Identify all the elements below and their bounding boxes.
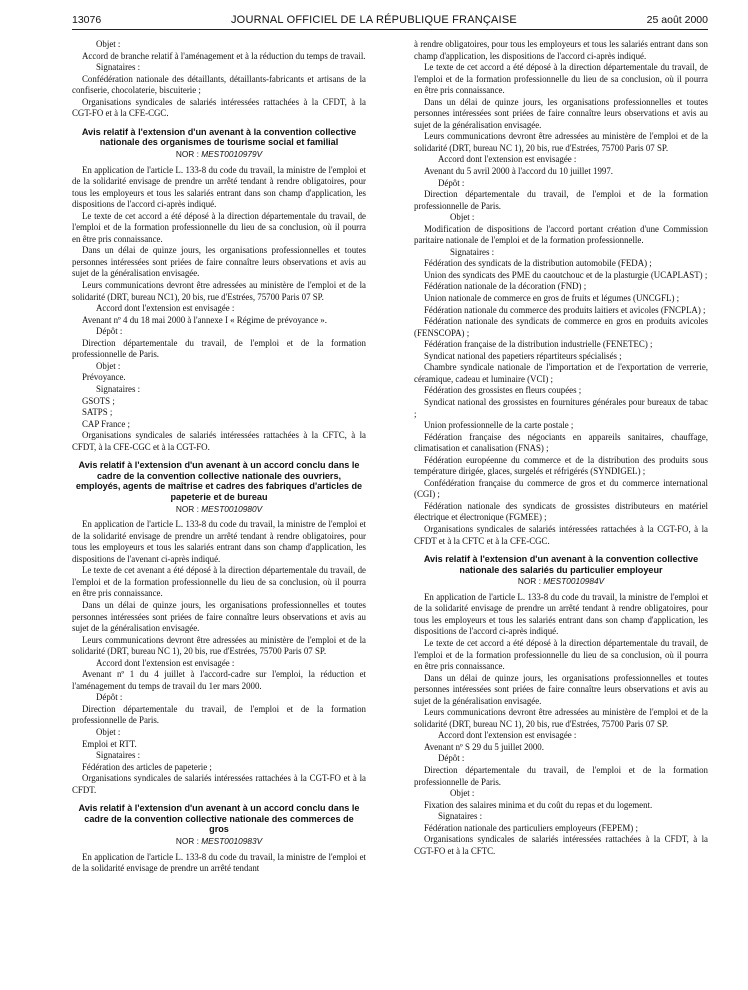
label-depot: Dépôt : xyxy=(438,753,465,764)
list-item: Syndicat national des papetiers répartiteurs spécialisés ; xyxy=(424,350,622,361)
paragraph: Modification de dispositions de l'accord portant création d'une Commission paritaire nationale de l'emploi et de la formation professionnelle. xyxy=(414,223,708,246)
paragraph: Le texte de cet accord a été déposé à la direction départementale du travail, de l'emploi et de la formation professionnelle du lieu de sa conclusion, où il pourra en être pris connaissance. xyxy=(414,637,708,672)
paragraph: Dans un délai de quinze jours, les organisations professionnelles et toutes personnes intéressées sont priées de faire connaître leurs observations et avis au sujet de la généralisation envisagée. xyxy=(72,599,366,634)
paragraph: Dans un délai de quinze jours, les organisations professionnelles et toutes personnes intéressées sont priées de faire connaître leurs observations et avis au sujet de la généralisation envisagée. xyxy=(414,672,708,706)
list-item: Fédération des syndicats de la distribution automobile (FEDA) ; xyxy=(424,258,652,269)
list-item: Fédération nationale de la décoration (FND) ; xyxy=(424,281,587,292)
paragraph: Dans un délai de quinze jours, les organisations professionnelles et toutes personnes intéressées sont priées de faire connaître leurs observations et avis au sujet de la généralisation envisagée. xyxy=(414,96,708,130)
paragraph: Le texte de cet accord a été déposé à la direction départementale du travail, de l'emploi et de la formation professionnelle du lieu de sa conclusion, où il pourra en être pris connaissance. xyxy=(72,210,366,244)
list-item: Fédération nationale des syndicats de grossistes distributeurs en matériel électrique et électronique (FGMEE) ; xyxy=(414,500,708,523)
paragraph: Leurs communications devront être adressées au ministère de l'emploi et de la solidarité (DRT, bureau NC1), 20 bis, rue d'Estrées, 75700 Paris 07 SP. xyxy=(72,280,366,302)
list-item: Fédération française des négociants en appareils sanitaires, chauffage, climatisation et canalisation (FNAS) ; xyxy=(414,431,708,454)
paragraph: Le texte de cet accord a été déposé à la direction départementale du travail, de l'emploi et de la formation professionnelle du lieu de sa conclusion, où il pourra en être pris connaissance. xyxy=(414,62,708,96)
list-item: Chambre syndicale nationale de l'importation et de l'exportation de verrerie, céramique, cadeau et luminaire (VCI) ; xyxy=(414,362,708,384)
paragraph: Dans un délai de quinze jours, les organisations professionnelles et toutes personnes intéressées sont priées de faire connaître leurs observations et avis au sujet de la généralisation envisagée. xyxy=(72,245,366,279)
section-heading: Avis relatif à l'extension d'un avenant à un accord conclu dans le cadre de la convention collective nationale des commerces de gros xyxy=(78,803,360,835)
list-item: GSOTS ; xyxy=(82,395,115,406)
paragraph: Leurs communications devront être adressées au ministère de l'emploi et de la solidarité (DRT, bureau NC 1), 20 bis, rue d'Estrées, 75700 Paris 07 SP. xyxy=(414,707,708,729)
nor-reference xyxy=(72,836,366,848)
label-objet: Objet : xyxy=(96,360,121,371)
paragraph: Organisations syndicales de salariés intéressées rattachées à la CFTC, à la CFDT, à la CFE-CGC et à la CGT-FO. xyxy=(72,430,366,452)
paragraph: Confédération nationale des détaillants, détaillants-fabricants et artisans de la confiserie, chocolaterie, biscuiterie ; xyxy=(72,73,366,96)
paragraph: Organisations syndicales de salariés intéressées rattachées à la CGT-FO et à la CFDT. xyxy=(72,773,366,795)
label-accord: Accord dont l'extension est envisagée : xyxy=(438,730,577,741)
paragraph: Emploi et RTT. xyxy=(82,738,137,749)
section-heading: Avis relatif à l'extension d'un avenant à la convention collective nationale des organismes de tourisme social et familial xyxy=(81,126,357,148)
label-depot: Dépôt : xyxy=(96,692,123,703)
paragraph: En application de l'article L. 133-8 du code du travail, la ministre de l'emploi et de la solidarité envisage de prendre un arrêté tendant à rendre obligatoires, pour tous les employeurs et tous les salariés entrant dans son champ d'application, les dispositions de l'avenant ci-après indiqué. xyxy=(72,519,366,564)
list-item: Union nationale de commerce en gros de fruits et légumes (UNCGFL) ; xyxy=(424,293,680,304)
list-item: Fédération des grossistes en fleurs coupées ; xyxy=(424,385,582,396)
list-item: Fédération française de la distribution industrielle (FENETEC) ; xyxy=(424,339,653,350)
label-objet: Objet : xyxy=(96,39,121,49)
label-accord: Accord dont l'extension est envisagée : xyxy=(438,154,577,165)
paragraph: Le texte de cet avenant a été déposé à la direction départementale du travail, de l'emploi et de la formation professionnelle du lieu de sa conclusion, où il pourra en être pris connaissance. xyxy=(72,565,366,599)
nor-code: MEST0010980V xyxy=(201,503,263,514)
paragraph: Organisations syndicales de salariés intéressées rattachées à la CFDT, à la CGT-FO et à la CFE-CGC. xyxy=(72,96,366,119)
page-header xyxy=(72,14,708,30)
paragraph: En application de l'article L. 133-8 du code du travail, la ministre de l'emploi et de la solidarité envisage de prendre un arrêté tendant xyxy=(72,851,366,874)
paragraph: Direction départementale du travail, de l'emploi et de la formation professionnelle de Paris. xyxy=(414,765,708,787)
paragraph: Fédération nationale des particuliers employeurs (FEPEM) ; xyxy=(424,822,638,833)
columns xyxy=(72,39,708,875)
publication-date: 25 août 2000 xyxy=(646,14,708,26)
list-item: Union professionnelle de la carte postale ; xyxy=(424,420,574,431)
paragraph: En application de l'article L. 133-8 du code du travail, la ministre de l'emploi et de la solidarité envisage de prendre un arrêté tendant à rendre obligatoires, pour tous les employeurs et tous les salariés entrant dans son champ d'application, les dispositions de l'accord ci-après indiqué. xyxy=(72,164,366,210)
paragraph: Leurs communications devront être adressées au ministère de l'emploi et de la solidarité (DRT, bureau NC 1), 20 bis, rue d'Estrées, 75700 Paris 07 SP. xyxy=(72,634,366,657)
list-item: Union des syndicats des PME du caoutchouc et de la plasturgie (UCAPLAST) ; xyxy=(424,269,708,280)
paragraph: Avenant du 5 avril 2000 à l'accord du 10 juillet 1997. xyxy=(424,166,613,177)
paragraph: Avenant nº 4 du 18 mai 2000 à l'annexe I « Régime de prévoyance ». xyxy=(82,314,327,325)
nor-code: MEST0010984V xyxy=(543,576,605,587)
paragraph: Organisations syndicales de salariés intéressées rattachées à la CGT-FO, à la CFDT et à la CFTC et à la CFE-CGC. xyxy=(414,523,708,546)
label-signataires: Signataires : xyxy=(450,246,495,257)
section-heading: Avis relatif à l'extension d'un avenant à un accord conclu dans le cadre de la convention collective nationale des ouvriers, employés, agents de maîtrise et cadres des fabriques d'articles de papeterie et de bureau xyxy=(75,460,363,503)
nor-label: NOR : xyxy=(175,503,199,514)
page-number: 13076 xyxy=(72,14,102,26)
paragraph: Leurs communications devront être adressées au ministère de l'emploi et de la solidarité (DRT, bureau NC 1), 20 bis, rue d'Estrées, 75700 Paris 07 SP. xyxy=(414,131,708,153)
nor-reference xyxy=(414,576,708,588)
paragraph: En application de l'article L. 133-8 du code du travail, la ministre de l'emploi et de la solidarité envisage de prendre un arrêté tendant à rendre obligatoires, pour tous les employeurs et tous les salariés entrant dans son champ d'application, les dispositions de l'accord ci-après indiqué. xyxy=(414,591,708,637)
list-item: CAP France ; xyxy=(82,418,130,429)
label-objet: Objet : xyxy=(96,727,121,737)
nor-reference xyxy=(72,149,366,161)
right-column xyxy=(414,39,708,875)
label-signataires: Signataires : xyxy=(96,750,141,761)
label-signataires: Signataires : xyxy=(96,62,141,73)
nor-code: MEST0010983V xyxy=(201,836,263,847)
list-item: Confédération française du commerce de gros et du commerce international (CGI) ; xyxy=(414,477,708,500)
nor-code: MESТ0010979V xyxy=(201,149,263,160)
paragraph: Direction départementale du travail, de l'emploi et de la formation professionnelle de Paris. xyxy=(414,189,708,211)
paragraph: Avenant nº S 29 du 5 juillet 2000. xyxy=(424,741,544,752)
list-item: Syndicat national des grossistes en fournitures générales pour bureaux de tabac ; xyxy=(414,396,708,419)
list-item: Fédération nationale des syndicats de commerce en gros en produits avicoles (FENSCOPA) ; xyxy=(414,316,708,338)
nor-label: NOR : xyxy=(175,149,199,160)
paragraph: Prévoyance. xyxy=(82,372,126,383)
label-depot: Dépôt : xyxy=(96,326,123,337)
paragraph: Avenant nº 1 du 4 juillet à l'accord-cadre sur l'emploi, la réduction et l'aménagement du temps de travail du 1er mars 2000. xyxy=(72,669,366,691)
paragraph: Direction départementale du travail, de l'emploi et de la formation professionnelle de Paris. xyxy=(72,337,366,360)
nor-label: NOR : xyxy=(517,576,541,587)
label-objet: Objet : xyxy=(450,212,475,223)
left-column xyxy=(72,39,366,875)
nor-label: NOR : xyxy=(175,836,199,847)
paragraph: à rendre obligatoires, pour tous les employeurs et tous les salariés entrant dans son champ d'application, les dispositions de l'accord ci-après indiqué. xyxy=(414,39,708,61)
label-accord: Accord dont l'extension est envisagée : xyxy=(96,657,235,668)
paragraph: Accord de branche relatif à l'aménagement et à la réduction du temps de travail. xyxy=(82,50,366,61)
list-item: Fédération européenne du commerce et de la distribution des produits sous température dirigée, glaces, surgelés et réfrigérés (SYNDIGEL) ; xyxy=(414,454,708,477)
label-signataires: Signataires : xyxy=(438,811,483,822)
paragraph: Fédération des articles de papeterie ; xyxy=(82,761,212,772)
journal-title: JOURNAL OFFICIEL DE LA RÉPUBLIQUE FRANÇAISE xyxy=(230,14,517,26)
section-heading: Avis relatif à l'extension d'un avenant à la convention collective nationale des salariés du particulier employeur xyxy=(423,554,699,575)
paragraph: Direction départementale du travail, de l'emploi et de la formation professionnelle de Paris. xyxy=(72,703,366,726)
paragraph: Organisations syndicales de salariés intéressées rattachées à la CFDT, à la CGT-FO et à la CFTC. xyxy=(414,834,708,856)
nor-reference xyxy=(72,504,366,516)
label-objet: Objet : xyxy=(450,788,475,799)
label-accord: Accord dont l'extension est envisagée : xyxy=(96,303,235,314)
list-item: SATPS ; xyxy=(82,407,113,418)
label-signataires: Signataires : xyxy=(96,383,141,394)
paragraph: Fixation des salaires minima et du coût du repas et du logement. xyxy=(424,799,653,810)
list-item: Fédération nationale du commerce des produits laitiers et avicoles (FNCPLA) ; xyxy=(424,304,706,315)
label-depot: Dépôt : xyxy=(438,177,465,188)
